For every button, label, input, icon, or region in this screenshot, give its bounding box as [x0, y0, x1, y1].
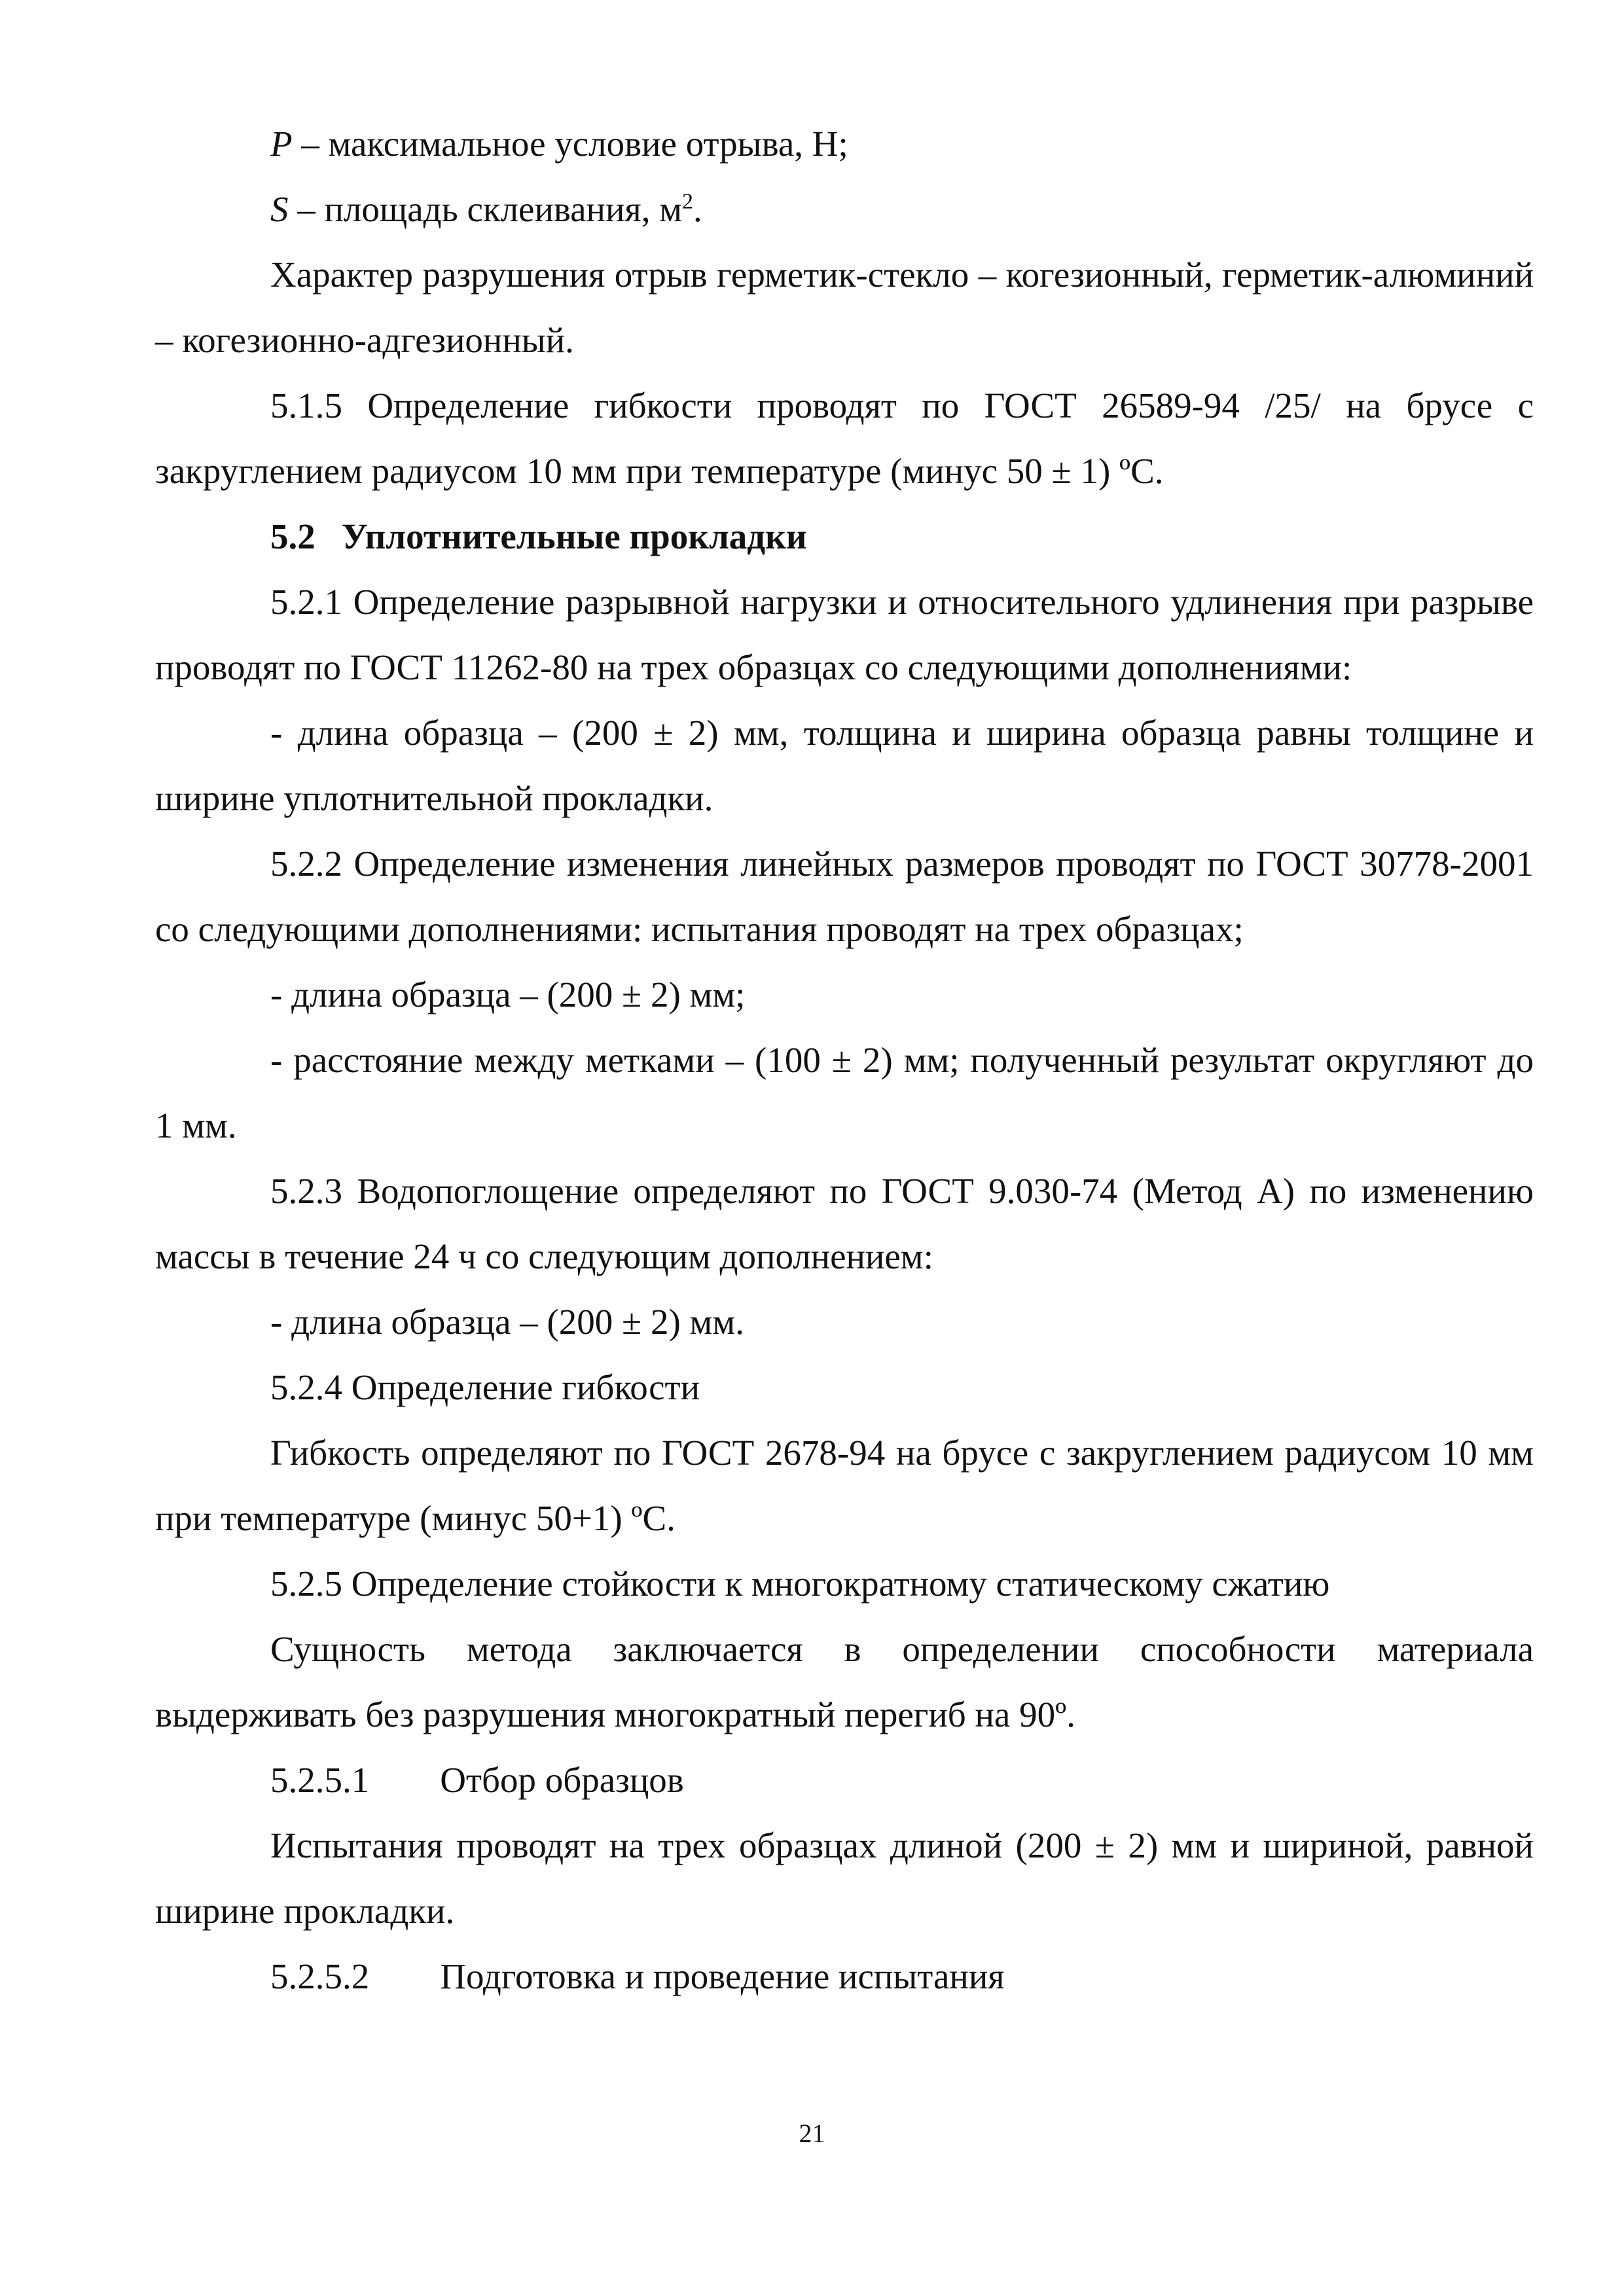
subheading-5-2-5-2-number: 5.2.5.2 [270, 1956, 370, 1996]
section-heading-5-2 [155, 504, 1534, 569]
section-heading-5-2-number: 5.2 [270, 516, 316, 556]
paragraph-5-1-5: 5.1.5 Определение гибкости проводят по ГОСТ 26589-94 /25/ на брусе с закруглением радиусом 10 мм при температуре (минус 50 ± 1) ºС. [155, 386, 1534, 491]
paragraph-5-2-3: 5.2.3 Водопоглощение определяют по ГОСТ 9.030-74 (Метод А) по изменению массы в течение 24 ч со следующим дополнением: [155, 1171, 1534, 1276]
paragraph-5-2-2-item-2: - расстояние между метками – (100 ± 2) мм; полученный результат округляют до 1 мм. [155, 1040, 1534, 1145]
page-number: 21 [799, 2119, 825, 2148]
paragraph-5-2-3-item: - длина образца – (200 ± 2) мм. [270, 1302, 744, 1342]
symbol-p: P [270, 124, 293, 164]
paragraph-5-2-2-item-1: - длина образца – (200 ± 2) мм; [270, 975, 746, 1014]
definition-s-end: . [693, 189, 702, 229]
subheading-5-2-5-1-number: 5.2.5.1 [270, 1760, 370, 1800]
subheading-5-2-4: 5.2.4 Определение гибкости [270, 1367, 700, 1407]
section-heading-5-2-title: Уплотнительные прокладки [341, 516, 807, 556]
paragraph-5-2-1-item: - длина образца – (200 ± 2) мм, толщина и ширина образца равны толщине и ширине уплотнительной прокладки. [155, 713, 1534, 818]
subheading-5-2-5-1-title: Отбор образцов [440, 1760, 684, 1800]
definition-p-text: – максимальное условие отрыва, Н; [292, 124, 848, 164]
definition-s-text: – площадь склеивания, м [288, 189, 683, 229]
definition-p [155, 111, 1534, 177]
subheading-5-2-5-2-title: Подготовка и проведение испытания [440, 1956, 1005, 1996]
paragraph-5-2-1: 5.2.1 Определение разрывной нагрузки и относительного удлинения при разрыве проводят по ГОСТ 11262-80 на трех образцах со следующими дополнениями: [155, 582, 1534, 687]
subheading-5-2-5: 5.2.5 Определение стойкости к многократному статическому сжатию [270, 1564, 1330, 1604]
document-body [155, 111, 1534, 2009]
definition-s [155, 177, 1534, 242]
paragraph-5-2-2: 5.2.2 Определение изменения линейных размеров проводят по ГОСТ 30778-2001 со следующими дополнениями: испытания проводят на трех образцах; [155, 844, 1534, 949]
superscript-2: 2 [682, 189, 694, 214]
subheading-5-2-5-2 [155, 1944, 1534, 2009]
paragraph-5-2-4: Гибкость определяют по ГОСТ 2678-94 на брусе с закруглением радиусом 10 мм при температуре (минус 50+1) ºС. [155, 1433, 1534, 1538]
symbol-s: S [270, 189, 289, 229]
paragraph-5-2-5-1: Испытания проводят на трех образцах длиной (200 ± 2) мм и шириной, равной ширине прокладки. [155, 1825, 1534, 1931]
subheading-5-2-5-1 [155, 1748, 1534, 1813]
paragraph-5-2-5: Сущность метода заключается в определении способности материала выдерживать без разрушения многократный перегиб на 90º. [155, 1629, 1534, 1734]
paragraph-failure-character: Характер разрушения отрыв герметик-стекло – когезионный, герметик-алюминий – когезионно-адгезионный. [155, 255, 1534, 360]
